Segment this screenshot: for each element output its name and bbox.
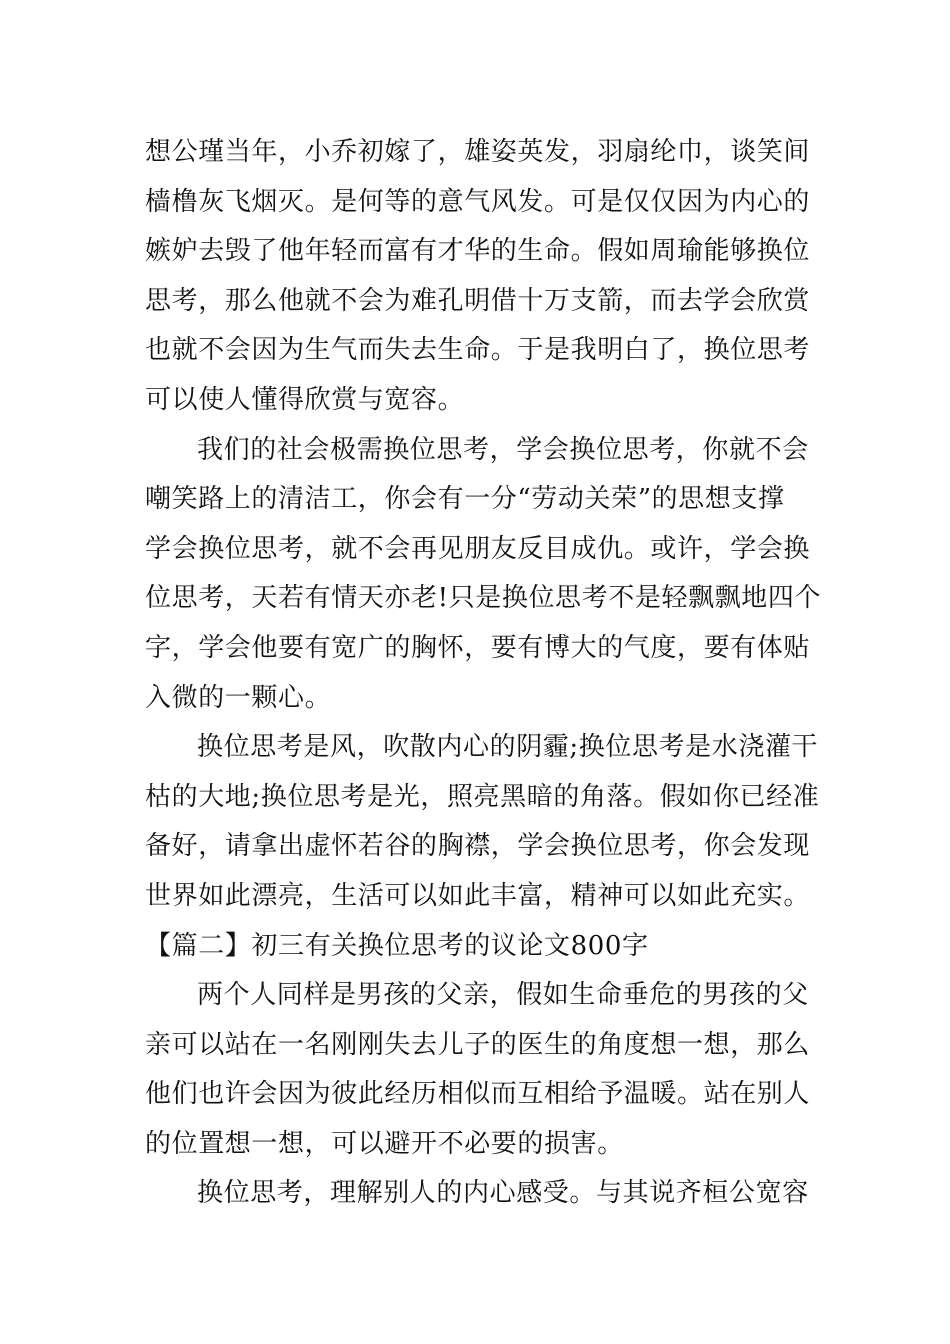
text-line: 换位思考是风，吹散内心的阴霾;换位思考是水浇灌干 [197, 732, 819, 763]
text-line: 想公瑾当年，小乔初嫁了，雄姿英发，羽扇纶巾，谈笑间 [145, 137, 811, 167]
document-body [145, 128, 822, 1219]
text-line: 备好，请拿出虚怀若谷的胸襟，学会换位思考，你会发现 [145, 831, 811, 862]
text-line: 思考，那么他就不会为难孔明借十万支箭，而去学会欣赏 [145, 285, 811, 316]
text-line: 嫉妒去毁了他年轻而富有才华的生命。假如周瑜能够换位 [145, 236, 811, 267]
text-line: 他们也许会因为彼此经历相似而互相给予温暖。站在别人 [145, 1079, 811, 1110]
text-line: 枯的大地;换位思考是光，照亮黑暗的角落。假如你已经准 [145, 781, 820, 812]
text-line: 可以使人懂得欣赏与宽容。 [145, 384, 465, 415]
text-line: 樯橹灰飞烟灭。是何等的意气风发。可是仅仅因为内心的 [145, 186, 811, 217]
text-line: 位思考，天若有情天亦老!只是换位思考不是轻飘飘地四个 [145, 583, 822, 614]
text-line: 世界如此漂亮，生活可以如此丰富，精神可以如此充实。 [145, 880, 811, 911]
text-line: 入微的一颗心。 [145, 682, 332, 713]
text-line: 嘲笑路上的清洁工，你会有一分“劳动关荣”的思想支撑 [145, 484, 785, 515]
text-line: 的位置想一想，可以避开不必要的损害。 [145, 1128, 624, 1159]
text-line: 也就不会因为生气而失去生命。于是我明白了，换位思考 [145, 335, 811, 366]
text-line: 字，学会他要有宽广的胸怀，要有博大的气度，要有体贴 [145, 632, 811, 663]
text-line: 亲可以站在一名刚刚失去儿子的医生的角度想一想，那么 [145, 1029, 811, 1060]
text-line: 两个人同样是男孩的父亲，假如生命垂危的男孩的父 [197, 980, 809, 1011]
text-line: 换位思考，理解别人的内心感受。与其说齐桓公宽容 [197, 1178, 809, 1209]
section-heading: 【篇二】初三有关换位思考的议论文800字 [145, 930, 649, 961]
text-line: 学会换位思考，就不会再见朋友反目成仇。或许，学会换 [145, 533, 811, 564]
text-line: 我们的社会极需换位思考，学会换位思考，你就不会 [197, 434, 809, 465]
